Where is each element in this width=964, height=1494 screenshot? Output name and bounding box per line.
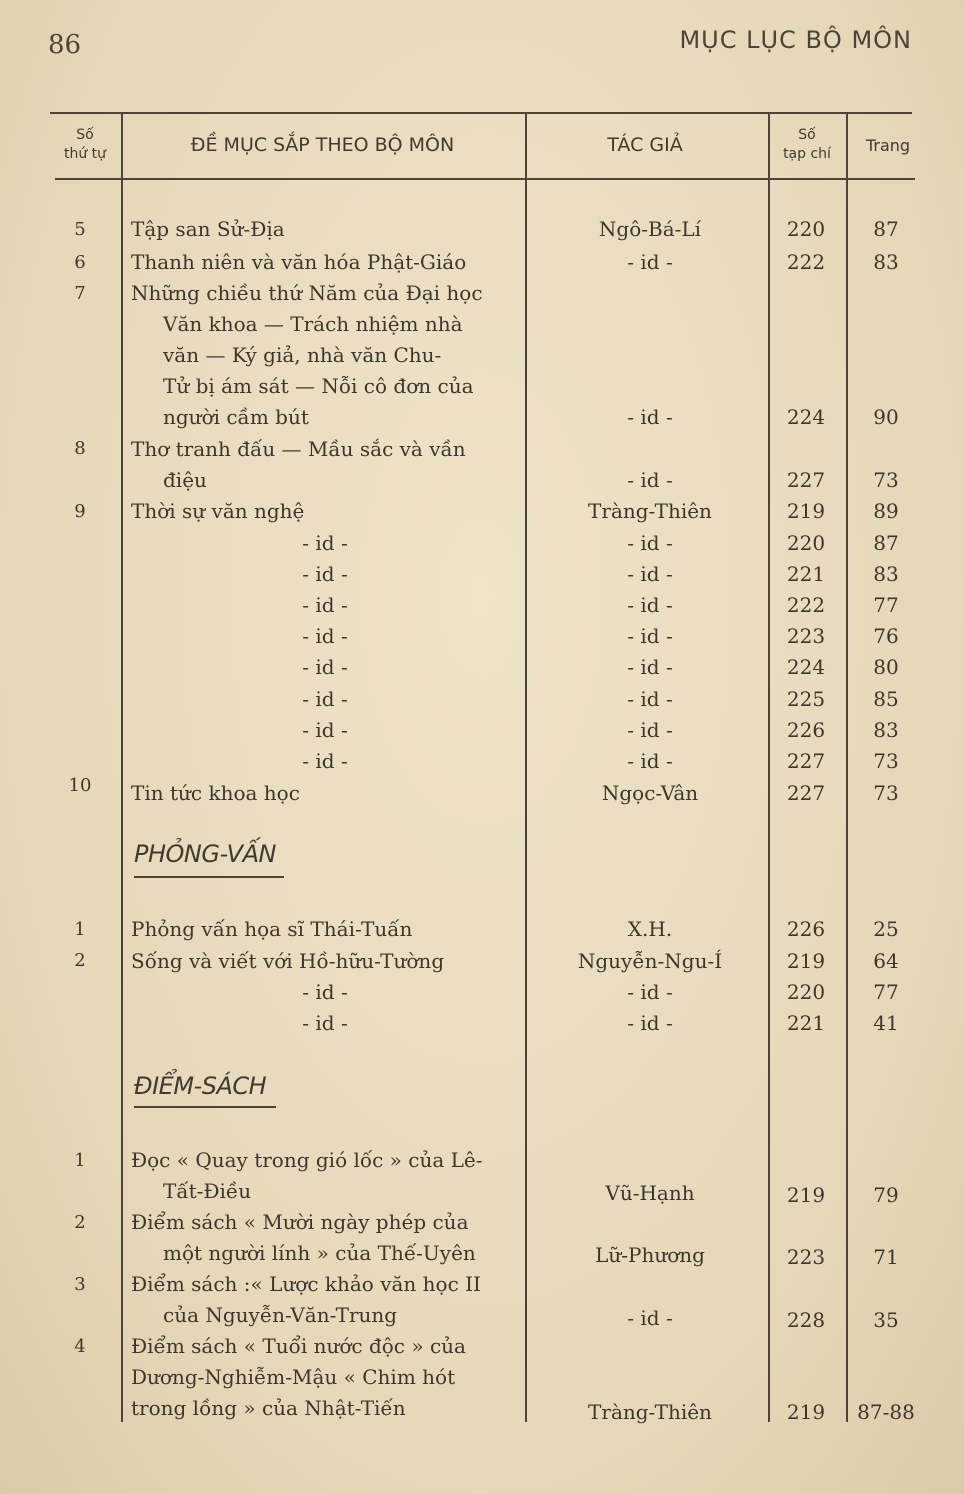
row-author: - id - xyxy=(627,624,673,648)
header-stt-line2: thứ tự xyxy=(63,146,107,162)
row-page: 85 xyxy=(873,687,899,711)
row-author: Tràng-Thiên xyxy=(588,499,712,523)
row-issue: 224 xyxy=(786,405,826,429)
row-issue: 222 xyxy=(786,593,826,617)
row-page: 41 xyxy=(873,1011,899,1035)
row-page: 35 xyxy=(873,1308,899,1332)
row-title: - id - xyxy=(302,1011,348,1035)
row-issue: 221 xyxy=(786,562,826,586)
row-title-line: Điểm sách :« Lược khảo văn học II xyxy=(131,1272,481,1296)
row-stt: 10 xyxy=(68,775,92,796)
row-page: 76 xyxy=(873,624,899,648)
row-issue: 223 xyxy=(786,624,826,648)
row-title-line: Những chiều thứ Năm của Đại học xyxy=(131,281,483,305)
row-page: 71 xyxy=(873,1245,899,1269)
row-title: Sống và viết với Hồ-hữu-Tường xyxy=(131,949,445,973)
row-issue: 227 xyxy=(786,468,826,492)
row-page: 64 xyxy=(873,949,899,973)
row-stt: 6 xyxy=(74,252,86,273)
row-stt: 9 xyxy=(74,501,86,522)
row-title: Thời sự văn nghệ xyxy=(131,499,305,523)
row-author: - id - xyxy=(627,718,673,742)
header-stt xyxy=(50,126,120,164)
row-issue: 219 xyxy=(786,1400,826,1424)
header-so-line2: tạp chí xyxy=(783,146,831,162)
row-page: 73 xyxy=(873,749,899,773)
page-number: 86 xyxy=(48,30,82,60)
header-title: ĐỀ MỤC SẮP THEO BỘ MÔN xyxy=(190,134,455,156)
row-title-line: Đọc « Quay trong gió lốc » của Lê- xyxy=(131,1148,483,1172)
row-issue: 219 xyxy=(786,949,826,973)
row-title-line: Tất-Điều xyxy=(163,1179,252,1203)
row-stt: 3 xyxy=(74,1274,86,1295)
row-page: 83 xyxy=(873,250,899,274)
row-issue: 223 xyxy=(786,1245,826,1269)
row-page: 83 xyxy=(873,718,899,742)
row-page: 25 xyxy=(873,917,899,941)
row-issue: 227 xyxy=(786,781,826,805)
row-issue: 220 xyxy=(786,980,826,1004)
row-issue: 228 xyxy=(786,1308,826,1332)
row-author: X.H. xyxy=(627,917,673,941)
row-page: 90 xyxy=(873,405,899,429)
row-stt: 1 xyxy=(74,1150,86,1171)
row-issue: 227 xyxy=(786,749,826,773)
header-bottom-rule xyxy=(55,178,915,180)
row-author: - id - xyxy=(627,405,673,429)
row-author: - id - xyxy=(627,468,673,492)
row-author: - id - xyxy=(627,655,673,679)
row-stt: 5 xyxy=(74,219,86,240)
row-author: - id - xyxy=(627,749,673,773)
row-issue: 226 xyxy=(786,718,826,742)
row-page: 87-88 xyxy=(857,1400,915,1424)
row-title: Thanh niên và văn hóa Phật-Giáo xyxy=(131,250,467,274)
header-so xyxy=(770,126,844,164)
row-page: 87 xyxy=(873,217,899,241)
row-title-line: văn — Ký giả, nhà văn Chu- xyxy=(163,343,442,367)
row-title-line: điệu xyxy=(163,468,207,492)
row-stt: 7 xyxy=(74,283,86,304)
row-author: - id - xyxy=(627,980,673,1004)
row-title: Tin tức khoa học xyxy=(131,781,300,805)
header-author: TÁC GIẢ xyxy=(607,134,683,156)
row-stt: 1 xyxy=(74,919,86,940)
running-head: MỤC LỤC BỘ MÔN xyxy=(679,26,912,54)
row-author: Nguyễn-Ngu-Í xyxy=(577,949,723,973)
row-title: - id - xyxy=(302,655,348,679)
row-title: Tập san Sử-Địa xyxy=(131,217,285,241)
row-stt: 8 xyxy=(74,438,86,459)
row-issue: 220 xyxy=(786,531,826,555)
row-title: - id - xyxy=(302,749,348,773)
section-heading-phong-van: PHỎNG-VẤN xyxy=(134,840,276,868)
row-author: Tràng-Thiên xyxy=(588,1400,712,1424)
col-divider-2 xyxy=(525,112,527,1422)
row-page: 79 xyxy=(873,1183,899,1207)
row-title-line: Văn khoa — Trách nhiệm nhà xyxy=(163,312,463,336)
row-title: Phỏng vấn họa sĩ Thái-Tuấn xyxy=(131,917,413,941)
row-page: 80 xyxy=(873,655,899,679)
row-title: - id - xyxy=(302,687,348,711)
row-page: 77 xyxy=(873,593,899,617)
section-underline xyxy=(134,876,284,878)
row-stt: 2 xyxy=(74,950,86,971)
row-author: Ngọc-Vân xyxy=(601,781,699,805)
row-author: - id - xyxy=(627,1011,673,1035)
row-author: Lữ-Phương xyxy=(595,1243,705,1267)
row-issue: 220 xyxy=(786,217,826,241)
row-author: Ngô-Bá-Lí xyxy=(598,217,702,241)
row-author: - id - xyxy=(627,593,673,617)
col-divider-1 xyxy=(121,112,123,1422)
row-author: - id - xyxy=(627,250,673,274)
row-title: - id - xyxy=(302,593,348,617)
header-page: Trang xyxy=(865,136,911,155)
header-top-rule xyxy=(50,112,912,114)
row-issue: 225 xyxy=(786,687,826,711)
row-title: - id - xyxy=(302,624,348,648)
row-page: 89 xyxy=(873,499,899,523)
row-title-line: một người lính » của Thế-Uyên xyxy=(163,1241,476,1265)
row-title-line: người cầm bút xyxy=(163,405,309,429)
row-page: 73 xyxy=(873,781,899,805)
row-page: 73 xyxy=(873,468,899,492)
row-title-line: Điểm sách « Mười ngày phép của xyxy=(131,1210,469,1234)
row-title: - id - xyxy=(302,562,348,586)
row-issue: 221 xyxy=(786,1011,826,1035)
row-title-line: Dương-Nghiễm-Mậu « Chim hót xyxy=(131,1365,456,1389)
section-heading-diem-sach: ĐIỂM-SÁCH xyxy=(134,1072,267,1100)
row-title: - id - xyxy=(302,718,348,742)
row-title: - id - xyxy=(302,980,348,1004)
row-title-line: Điểm sách « Tuổi nước độc » của xyxy=(131,1334,466,1358)
row-title-line: của Nguyễn-Văn-Trung xyxy=(163,1303,398,1327)
row-title-line: Tử bị ám sát — Nỗi cô đơn của xyxy=(163,374,474,398)
row-author: - id - xyxy=(627,687,673,711)
row-issue: 219 xyxy=(786,499,826,523)
row-author: - id - xyxy=(627,562,673,586)
row-page: 83 xyxy=(873,562,899,586)
row-stt: 4 xyxy=(74,1336,86,1357)
row-author: - id - xyxy=(627,531,673,555)
row-page: 87 xyxy=(873,531,899,555)
row-author: Vũ-Hạnh xyxy=(605,1181,695,1205)
row-issue: 224 xyxy=(786,655,826,679)
section-underline xyxy=(134,1106,276,1108)
header-stt-line1: Số xyxy=(76,127,94,143)
row-title-line: Thơ tranh đấu — Mầu sắc và vần xyxy=(131,437,466,461)
row-issue: 226 xyxy=(786,917,826,941)
row-stt: 2 xyxy=(74,1212,86,1233)
row-issue: 222 xyxy=(786,250,826,274)
row-title: - id - xyxy=(302,531,348,555)
row-page: 77 xyxy=(873,980,899,1004)
row-title-line: trong lồng » của Nhật-Tiến xyxy=(131,1396,406,1420)
row-issue: 219 xyxy=(786,1183,826,1207)
row-author: - id - xyxy=(627,1306,673,1330)
header-so-line1: Số xyxy=(798,127,816,143)
